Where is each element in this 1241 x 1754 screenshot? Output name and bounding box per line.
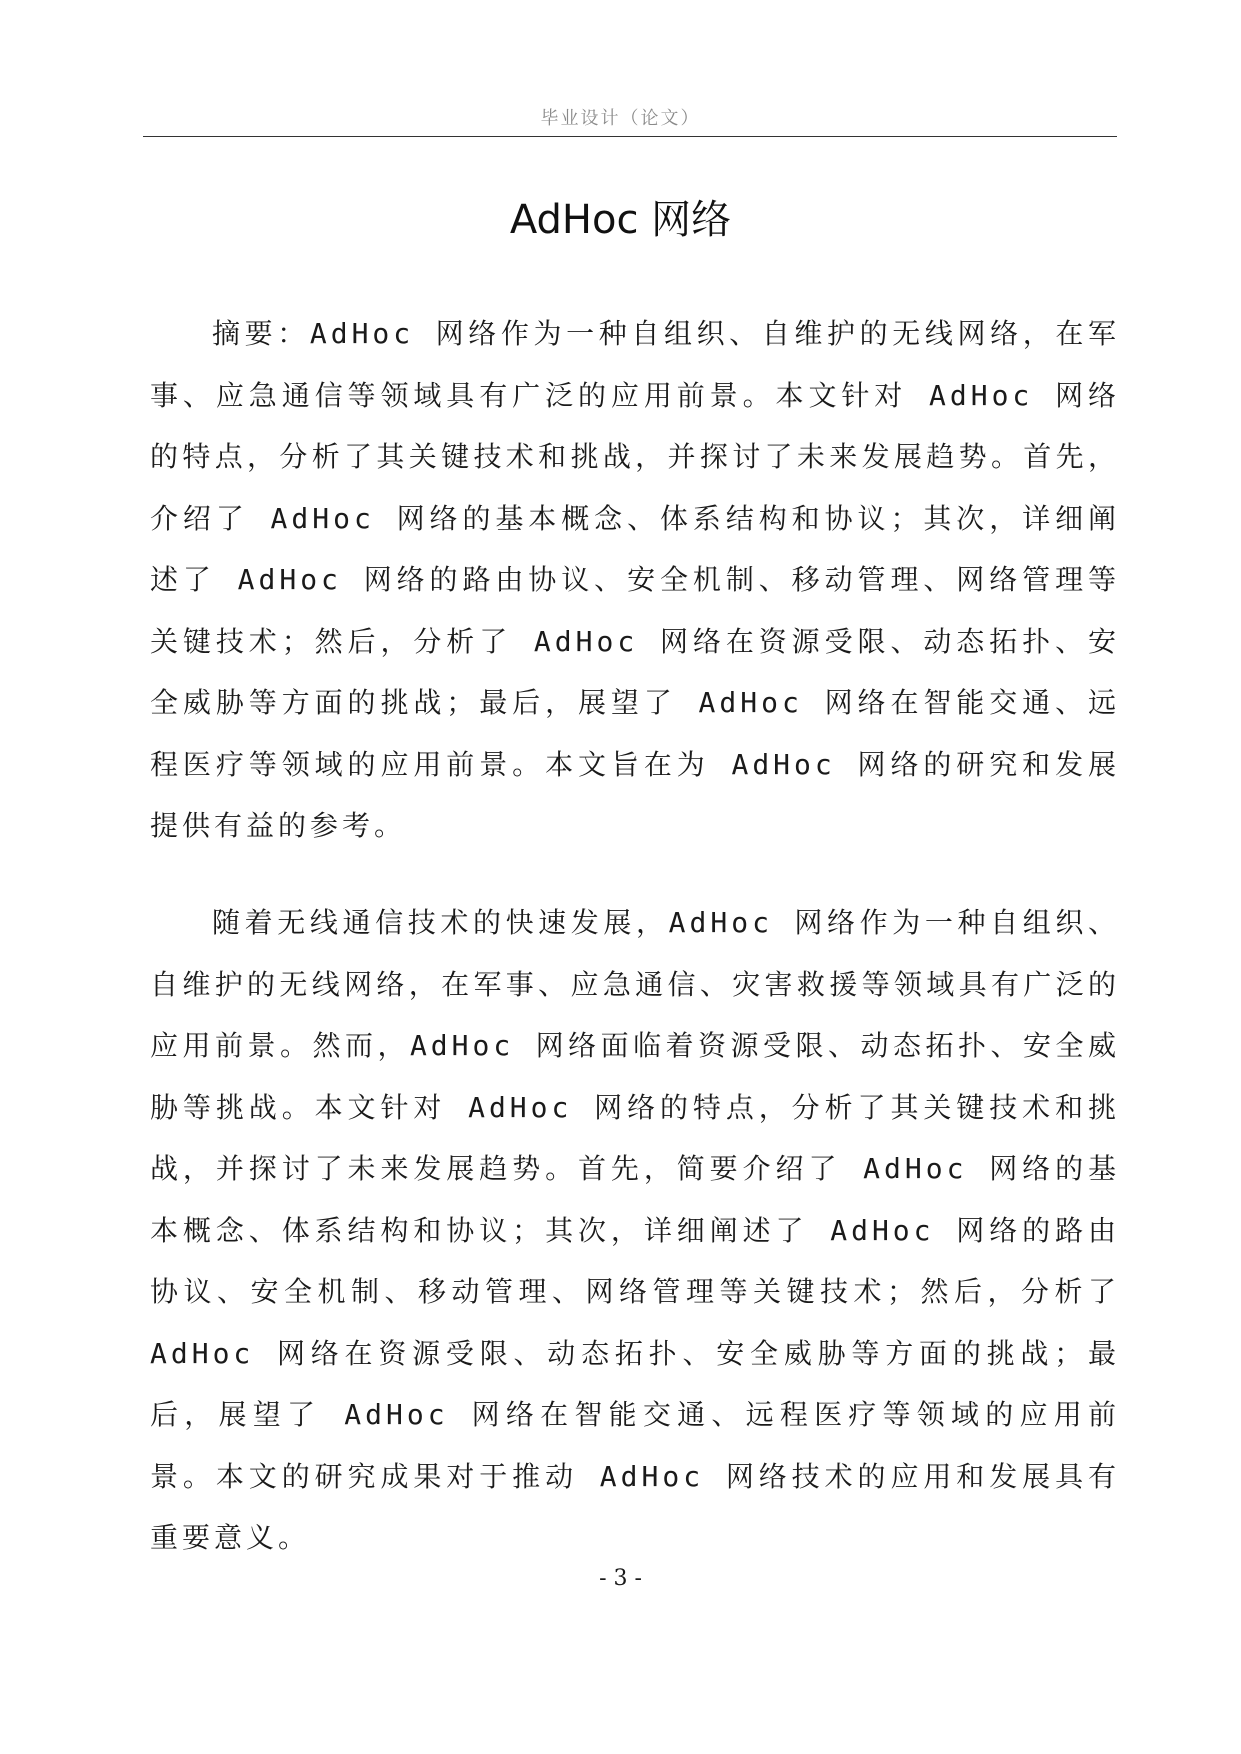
header-divider bbox=[143, 136, 1117, 137]
page-number: - 3 - bbox=[599, 1566, 642, 1591]
running-header: 毕业设计（论文） bbox=[540, 108, 701, 129]
document-title: AdHoc 网络 bbox=[509, 197, 732, 243]
body-paragraph: 随着无线通信技术的快速发展，AdHoc 网络作为一种自组织、自维护的无线网络，在军事、应急通信、灾害救援等领域具有广泛的应用前景。然而，AdHoc 网络面临着资源受限、动态拓扑、安全威胁等挑战。本文针对 AdHoc 网络的特点，分析了其关键技术和挑战，并探讨了未来发展趋势。首先，简要介绍了 AdHoc 网络的基本概念、体系结构和协议；其次，详细阐述了 AdHoc 网络的路由协议、安全机制、移动管理、网络管理等关键技术；然后，分析了 AdHoc 网络在资源受限、动态拓扑、安全威胁等方面的挑战；最后，展望了 AdHoc 网络在智能交通、远程医疗等领域的应用前景。本文的研究成果对于推动 AdHoc 网络技术的应用和发展具有重要意义。 bbox=[150, 906, 1120, 1554]
abstract-paragraph: 摘要：AdHoc 网络作为一种自组织、自维护的无线网络，在军事、应急通信等领域具有广泛的应用前景。本文针对 AdHoc 网络的特点，分析了其关键技术和挑战，并探讨了未来发展趋势。首先，介绍了 AdHoc 网络的基本概念、体系结构和协议；其次，详细阐述了 AdHoc 网络的路由协议、安全机制、移动管理、网络管理等关键技术；然后，分析了 AdHoc 网络在资源受限、动态拓扑、安全威胁等方面的挑战；最后，展望了 AdHoc 网络在智能交通、远程医疗等领域的应用前景。本文旨在为 AdHoc 网络的研究和发展提供有益的参考。 bbox=[150, 317, 1120, 842]
